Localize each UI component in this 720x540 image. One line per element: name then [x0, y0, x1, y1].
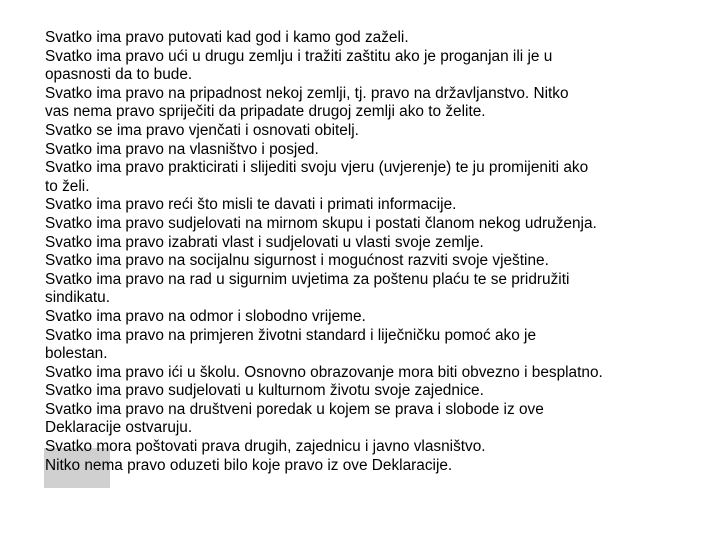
text-line: Svatko ima pravo na društveni poredak u kojem se prava i slobode iz ove [45, 400, 544, 418]
text-line: Svatko ima pravo izabrati vlast i sudjelovati u vlasti svoje zemlje. [45, 233, 484, 251]
text-line: Svatko ima pravo reći što misli te davati i primati informacije. [45, 196, 457, 214]
text-line: Svatko ima pravo sudjelovati u kulturnom životu svoje zajednice. [45, 382, 484, 400]
text-line: Svatko ima pravo na socijalnu sigurnost i mogućnost razviti svoje vještine. [45, 252, 549, 270]
text-line: bolestan. [45, 345, 108, 363]
text-line: opasnosti da to bude. [45, 66, 193, 84]
text-line: sindikatu. [45, 289, 111, 307]
text-line: Svatko mora poštovati prava drugih, zajednicu i javno vlasništvo. [45, 438, 486, 456]
text-line: Svatko ima pravo na vlasništvo i posjed. [45, 140, 319, 158]
text-line: Svatko ima pravo ići u školu. Osnovno obrazovanje mora biti obvezno i besplatno. [45, 363, 603, 381]
text-line: to želi. [45, 177, 90, 195]
text-line: Deklaracije ostvaruju. [45, 419, 193, 437]
text-line: Svatko ima pravo prakticirati i slijediti svoju vjeru (uvjerenje) te ju promijeniti ako [45, 159, 589, 177]
rights-text-block [45, 29, 715, 475]
text-line: Svatko ima pravo sudjelovati na mirnom skupu i postati članom nekog udruženja. [45, 214, 597, 232]
text-line: Svatko ima pravo na odmor i slobodno vrijeme. [45, 307, 366, 325]
text-line: vas nema pravo spriječiti da pripadate drugoj zemlji ako to želite. [45, 103, 486, 121]
text-line: Svatko ima pravo putovati kad god i kamo god zaželi. [45, 29, 409, 46]
text-line: Svatko se ima pravo vjenčati i osnovati obitelj. [45, 121, 359, 139]
text-line: Svatko ima pravo na pripadnost nekoj zemlji, tj. pravo na državljanstvo. Nitko [45, 84, 569, 102]
text-line: Nitko nema pravo oduzeti bilo koje pravo iz ove Deklaracije. [45, 456, 453, 474]
text-line: Svatko ima pravo na rad u sigurnim uvjetima za poštenu plaću te se pridružiti [45, 270, 570, 288]
text-line: Svatko ima pravo na primjeren životni standard i liječničku pomoć ako je [45, 326, 537, 344]
text-line: Svatko ima pravo ući u drugu zemlju i tražiti zaštitu ako je proganjan ili je u [45, 47, 553, 65]
